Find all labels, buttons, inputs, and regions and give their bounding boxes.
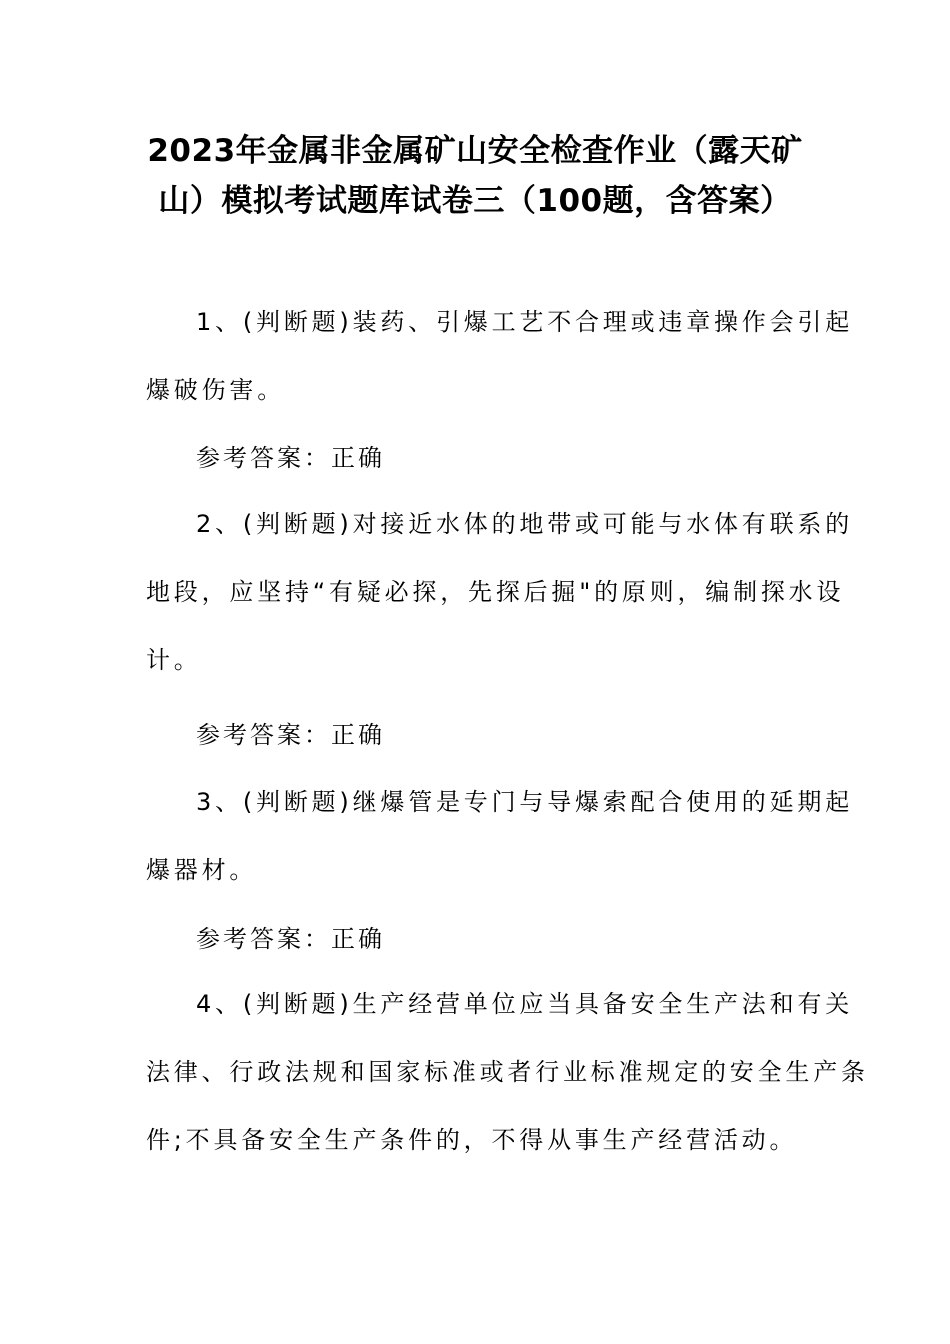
question-4 <box>146 970 869 1174</box>
question-1-line-1: 1、(判断题)装药、引爆工艺不合理或违章操作会引起 <box>196 308 853 336</box>
question-1-line-2: 爆破伤害。 <box>146 376 285 404</box>
question-2-line-2: 地段，应坚持“有疑必探，先探后掘"的原则，编制探水设 <box>146 578 845 606</box>
question-4-line-2: 法律、行政法规和国家标准或者行业标准规定的安全生产条 <box>146 1058 869 1086</box>
question-1 <box>146 288 853 424</box>
question-2-line-3: 计。 <box>146 646 202 674</box>
question-4-line-1: 4、(判断题)生产经营单位应当具备安全生产法和有关 <box>196 990 853 1018</box>
title-line-2: 山）模拟考试题库试卷三（100题，含答案） <box>158 183 792 219</box>
question-2 <box>146 490 853 694</box>
question-3-line-2: 爆器材。 <box>146 856 258 884</box>
question-2-line-1: 2、(判断题)对接近水体的地带或可能与水体有联系的 <box>196 510 853 538</box>
question-4-line-3: 件;不具备安全生产条件的，不得从事生产经营活动。 <box>146 1126 798 1154</box>
question-3 <box>146 768 853 904</box>
question-3-answer: 参考答案：正确 <box>196 925 385 953</box>
question-2-answer: 参考答案：正确 <box>196 721 385 749</box>
title-line-1: 2023年金属非金属矿山安全检查作业（露天矿 <box>147 133 803 169</box>
document-title <box>120 126 830 226</box>
question-1-answer: 参考答案：正确 <box>196 444 385 472</box>
question-3-line-1: 3、(判断题)继爆管是专门与导爆索配合使用的延期起 <box>196 788 853 816</box>
